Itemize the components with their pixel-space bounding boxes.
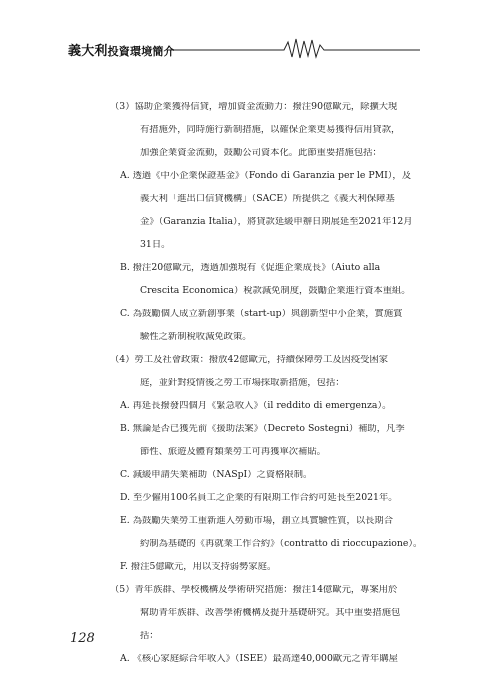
- text-line: （4）勞工及社會政策：撥放42億歐元，持續保障勞工及因疫受困家: [110, 355, 389, 365]
- text-line: A. 《核心家庭綜合年收入》（ISEE）最高達40,000歐元之青年購屋: [120, 654, 398, 664]
- text-line: 金》（Garanzia Italia），將貸款延緩申辦日期展延至2021年12月: [140, 217, 413, 227]
- header-title-prefix: 義大利: [68, 44, 108, 59]
- text-line: B. 撥注20億歐元，透過加強現有《促進企業成長》（Aiuto alla: [120, 263, 381, 273]
- text-line: 義大利「進出口信貸機構」（SACE）所提供之《義大利保障基: [140, 194, 395, 204]
- text-line: A. 再延長撥發四個月《緊急收入》（il reddito di emergenza）。: [120, 401, 392, 411]
- text-line: Crescita Economica）稅款減免制度，鼓勵企業進行資本重組。: [140, 286, 411, 296]
- text-line: E. 為鼓勵失業勞工重新進入勞動市場，創立具實驗性質，以長期合: [120, 516, 394, 526]
- text-line: 31日。: [140, 240, 171, 250]
- page-number: 128: [70, 631, 95, 646]
- header-title-suffix: 投資環境簡介: [107, 45, 175, 58]
- text-line: （5）青年族群、學校機構及學術研究措施：撥注14億歐元，專案用於: [110, 585, 398, 595]
- text-line: 約制為基礎的《再就業工作合約》（contratto di rioccupazione）。: [140, 539, 423, 549]
- text-line: 節性、旅遊及體育類業勞工可再獲單次補貼。: [140, 447, 326, 457]
- text-line: 庭，並針對疫情後之勞工市場採取新措施，包括：: [140, 378, 345, 388]
- text-line: D. 至少僱用100名員工之企業的有限期工作合約可延長至2021年。: [120, 493, 398, 503]
- text-line: 有措施外，同時施行新制措施，以確保企業更易獲得信用貸款，: [140, 125, 401, 135]
- text-line: 加強企業資金流動，鼓勵公司資本化。此節重要措施包括：: [140, 148, 382, 158]
- text-line: 幫助青年族群、改善學術機構及提升基礎研究。其中重要措施包: [140, 608, 401, 618]
- text-line: B. 無論是否已獲先前《援助法案》（Decreto Sostegni）補助，凡季: [120, 424, 405, 434]
- text-line: 括：: [140, 631, 159, 641]
- text-line: （3）協助企業獲得信貸，增加資金流動力：撥注90億歐元，除擴大現: [110, 102, 398, 112]
- text-line: C. 為鼓勵個人成立新創事業（start-up）與創新型中小企業，實施賞: [120, 309, 403, 319]
- text-line: C. 減緩申請失業補助（NASpI）之資格限制。: [120, 470, 313, 480]
- text-line: 驗性之新制稅收減免政策。: [140, 332, 252, 342]
- text-line: A. 透過《中小企業保證基金》（Fondo di Garanzia per le PMI），及: [120, 171, 412, 181]
- text-line: F. 撥注5億歐元，用以支持弱勢家庭。: [120, 562, 277, 572]
